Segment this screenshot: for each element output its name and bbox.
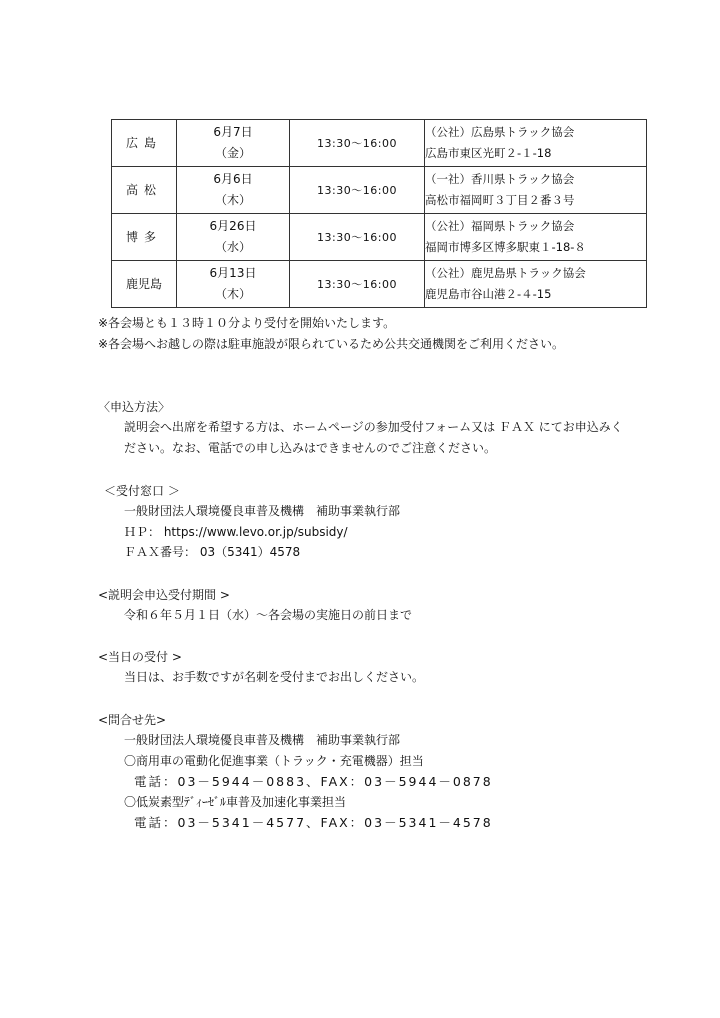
venue-date-day: 6月26日 bbox=[209, 219, 257, 233]
venue-org bbox=[425, 167, 647, 214]
venue-time: 13:30～16:00 bbox=[290, 120, 425, 167]
table-row bbox=[112, 167, 647, 214]
venue-address: 高松市福岡町３丁目２番３号 bbox=[425, 193, 575, 207]
venue-time: 13:30～16:00 bbox=[290, 214, 425, 261]
venue-date bbox=[177, 120, 290, 167]
venue-org-name: （一社）香川県トラック協会 bbox=[425, 172, 575, 186]
table-row bbox=[112, 214, 647, 261]
venue-address: 福岡市博多区博多駅東１-18-８ bbox=[425, 240, 586, 254]
venue-date bbox=[177, 214, 290, 261]
window-heading: ＜受付窓口 ＞ bbox=[104, 484, 180, 498]
contact-tel-diesel: 電話：03－5341－4577、FAX：03－5341－4578 bbox=[134, 815, 493, 830]
venue-city: 高松 bbox=[112, 167, 177, 214]
window-hp[interactable]: ＨＰ： https://www.levo.or.jp/subsidy/ bbox=[124, 525, 348, 539]
venue-date bbox=[177, 167, 290, 214]
venue-time: 13:30～16:00 bbox=[290, 167, 425, 214]
apply-heading: 〈申込方法〉 bbox=[98, 400, 171, 414]
table-row bbox=[112, 120, 647, 167]
venue-org bbox=[425, 261, 647, 308]
note-parking: ※各会場へお越しの際は駐車施設が限られているため公共交通機関をご利用ください。 bbox=[98, 337, 565, 351]
venue-city: 広島 bbox=[112, 120, 177, 167]
table-row bbox=[112, 261, 647, 308]
venue-org bbox=[425, 214, 647, 261]
period-heading: <説明会申込受付期間 > bbox=[98, 588, 230, 602]
venue-date-weekday: （金） bbox=[214, 146, 251, 160]
venue-address: 鹿児島市谷山港２-４-15 bbox=[425, 287, 552, 301]
venue-address: 広島市東区光町２-１-18 bbox=[425, 146, 552, 160]
sameday-text: 当日は、お手数ですが名刺を受付までお出しください。 bbox=[124, 670, 425, 684]
venue-date bbox=[177, 261, 290, 308]
apply-text-line2: ださい。なお、電話での申し込みはできませんのでご注意ください。 bbox=[124, 441, 497, 455]
venue-org bbox=[425, 120, 647, 167]
window-org: 一般財団法人環境優良車普及機構 補助事業執行部 bbox=[124, 504, 401, 518]
venue-city: 鹿児島 bbox=[112, 261, 177, 308]
venue-date-day: 6月6日 bbox=[213, 172, 253, 186]
venue-date-weekday: （木） bbox=[214, 287, 251, 301]
venue-time: 13:30～16:00 bbox=[290, 261, 425, 308]
window-fax: ＦＡＸ番号： 03（5341）4578 bbox=[124, 545, 301, 559]
period-text: 令和６年５月１日（水）～各会場の実施日の前日まで bbox=[124, 608, 413, 622]
venue-city: 博多 bbox=[112, 214, 177, 261]
venue-date-weekday: （木） bbox=[214, 193, 251, 207]
contact-item-ev: 〇商用車の電動化促進事業（トラック・充電機器）担当 bbox=[124, 754, 424, 768]
contact-heading: <問合せ先> bbox=[98, 713, 167, 727]
venue-date-weekday: （水） bbox=[214, 240, 251, 254]
venue-org-name: （公社）鹿児島県トラック協会 bbox=[425, 266, 586, 280]
apply-text-line1: 説明会へ出席を希望する方は、ホームページの参加受付フォーム又は ＦＡＸ にてお申込みく bbox=[124, 420, 623, 434]
venue-org-name: （公社）福岡県トラック協会 bbox=[425, 219, 575, 233]
contact-tel-ev: 電話：03－5944－0883、FAX：03－5944－0878 bbox=[134, 774, 493, 789]
venue-table bbox=[111, 119, 647, 308]
venue-org-name: （公社）広島県トラック協会 bbox=[425, 125, 575, 139]
sameday-heading: <当日の受付 > bbox=[98, 650, 182, 664]
venue-date-day: 6月13日 bbox=[209, 266, 257, 280]
venue-date-day: 6月7日 bbox=[213, 125, 253, 139]
note-reception-start: ※各会場とも１３時１０分より受付を開始いたします。 bbox=[98, 316, 396, 330]
contact-org: 一般財団法人環境優良車普及機構 補助事業執行部 bbox=[124, 733, 401, 747]
contact-item-diesel: 〇低炭素型ﾃﾞｨｰｾﾞﾙ車普及加速化事業担当 bbox=[124, 795, 347, 809]
